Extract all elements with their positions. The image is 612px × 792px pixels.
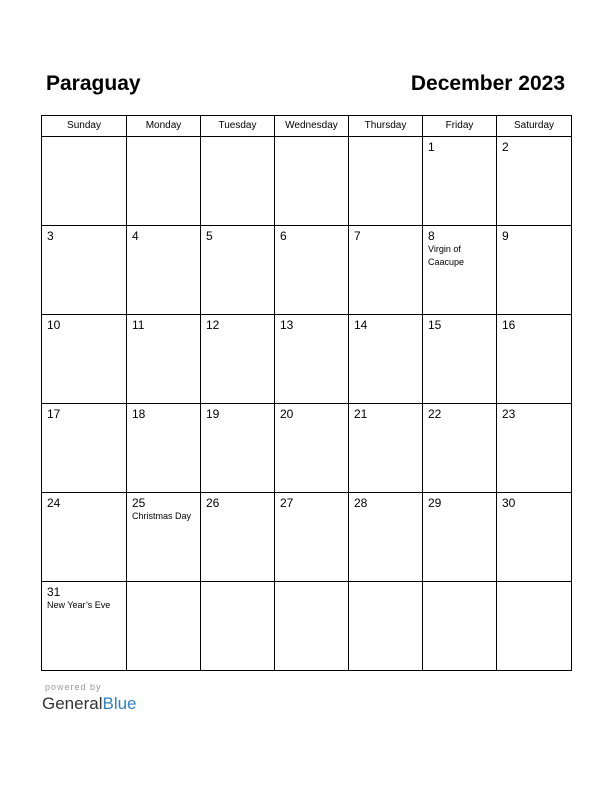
day-number: 18: [132, 407, 146, 421]
empty-day-cell: [275, 582, 349, 671]
weekday-header: Thursday: [349, 116, 423, 137]
day-cell: [127, 404, 201, 493]
day-number: 13: [280, 318, 294, 332]
day-number: 17: [47, 407, 61, 421]
day-number: 7: [354, 229, 361, 243]
day-number: 6: [280, 229, 287, 243]
day-cell: [423, 493, 497, 582]
week-row: [42, 137, 572, 226]
weekday-header: Tuesday: [201, 116, 275, 137]
day-cell: [127, 315, 201, 404]
weekday-header: Monday: [127, 116, 201, 137]
day-number: 11: [132, 318, 145, 332]
empty-day-cell: [127, 137, 201, 226]
day-number: 22: [428, 407, 442, 421]
day-number: 29: [428, 496, 442, 510]
day-cell: [275, 226, 349, 315]
empty-day-cell: [42, 137, 127, 226]
day-number: 5: [206, 229, 213, 243]
day-number: 28: [354, 496, 368, 510]
day-cell: [201, 404, 275, 493]
day-cell: [349, 493, 423, 582]
day-cell: [423, 226, 497, 315]
day-cell: [349, 404, 423, 493]
day-number: 25: [132, 496, 146, 510]
weekday-header: Friday: [423, 116, 497, 137]
day-number: 24: [47, 496, 61, 510]
day-cell: [201, 226, 275, 315]
day-cell: [201, 315, 275, 404]
day-number: 3: [47, 229, 54, 243]
brand-general-text: General: [42, 694, 103, 713]
day-cell: [127, 226, 201, 315]
day-number: 16: [502, 318, 516, 332]
day-cell: [497, 404, 572, 493]
day-cell: [423, 315, 497, 404]
day-number: 31: [47, 585, 61, 599]
brand-blue-text: Blue: [102, 694, 137, 713]
empty-day-cell: [201, 582, 275, 671]
weekday-header: Sunday: [42, 116, 127, 137]
day-cell: [42, 226, 127, 315]
day-cell: [423, 404, 497, 493]
day-cell: [497, 315, 572, 404]
week-row: [42, 404, 572, 493]
day-number: 23: [502, 407, 516, 421]
week-row: [42, 493, 572, 582]
weekday-header: Saturday: [497, 116, 572, 137]
day-number: 10: [47, 318, 61, 332]
country-title: Paraguay: [46, 72, 141, 95]
week-row: [42, 582, 572, 671]
day-number: 8: [428, 229, 435, 243]
day-number: 21: [354, 407, 368, 421]
day-cell: [42, 315, 127, 404]
holiday-label: New Year’s Eve: [47, 600, 111, 610]
day-cell: [275, 404, 349, 493]
empty-day-cell: [349, 582, 423, 671]
day-cell: [42, 493, 127, 582]
holiday-label: Virgin of Caacupe: [428, 244, 465, 267]
empty-day-cell: [497, 582, 572, 671]
week-row: [42, 315, 572, 404]
day-number: 12: [206, 318, 220, 332]
day-cell: [497, 137, 572, 226]
day-number: 14: [354, 318, 368, 332]
day-number: 1: [428, 140, 435, 154]
day-number: 19: [206, 407, 220, 421]
day-number: 4: [132, 229, 139, 243]
day-number: 27: [280, 496, 294, 510]
day-cell: [423, 137, 497, 226]
day-cell: [349, 315, 423, 404]
empty-day-cell: [127, 582, 201, 671]
month-title: December 2023: [410, 72, 565, 95]
day-cell: [42, 404, 127, 493]
empty-day-cell: [275, 137, 349, 226]
weekday-header: Wednesday: [275, 116, 349, 137]
weekday-header-row: [42, 116, 572, 137]
day-number: 9: [502, 229, 509, 243]
day-number: 20: [280, 407, 294, 421]
day-cell: [497, 493, 572, 582]
generalblue-logo[interactable]: [42, 694, 137, 714]
powered-by-label: powered by: [45, 682, 102, 692]
day-cell: [275, 315, 349, 404]
day-cell: [42, 582, 127, 671]
day-cell: [201, 493, 275, 582]
day-cell: [497, 226, 572, 315]
empty-day-cell: [349, 137, 423, 226]
day-cell: [275, 493, 349, 582]
week-row: [42, 226, 572, 315]
day-number: 30: [502, 496, 516, 510]
day-number: 2: [502, 140, 509, 154]
day-cell: [349, 226, 423, 315]
day-number: 15: [428, 318, 442, 332]
day-cell: [127, 493, 201, 582]
empty-day-cell: [423, 582, 497, 671]
empty-day-cell: [201, 137, 275, 226]
calendar-grid: [41, 115, 572, 671]
day-number: 26: [206, 496, 220, 510]
calendar-body: [42, 137, 572, 671]
holiday-label: Christmas Day: [132, 511, 192, 521]
